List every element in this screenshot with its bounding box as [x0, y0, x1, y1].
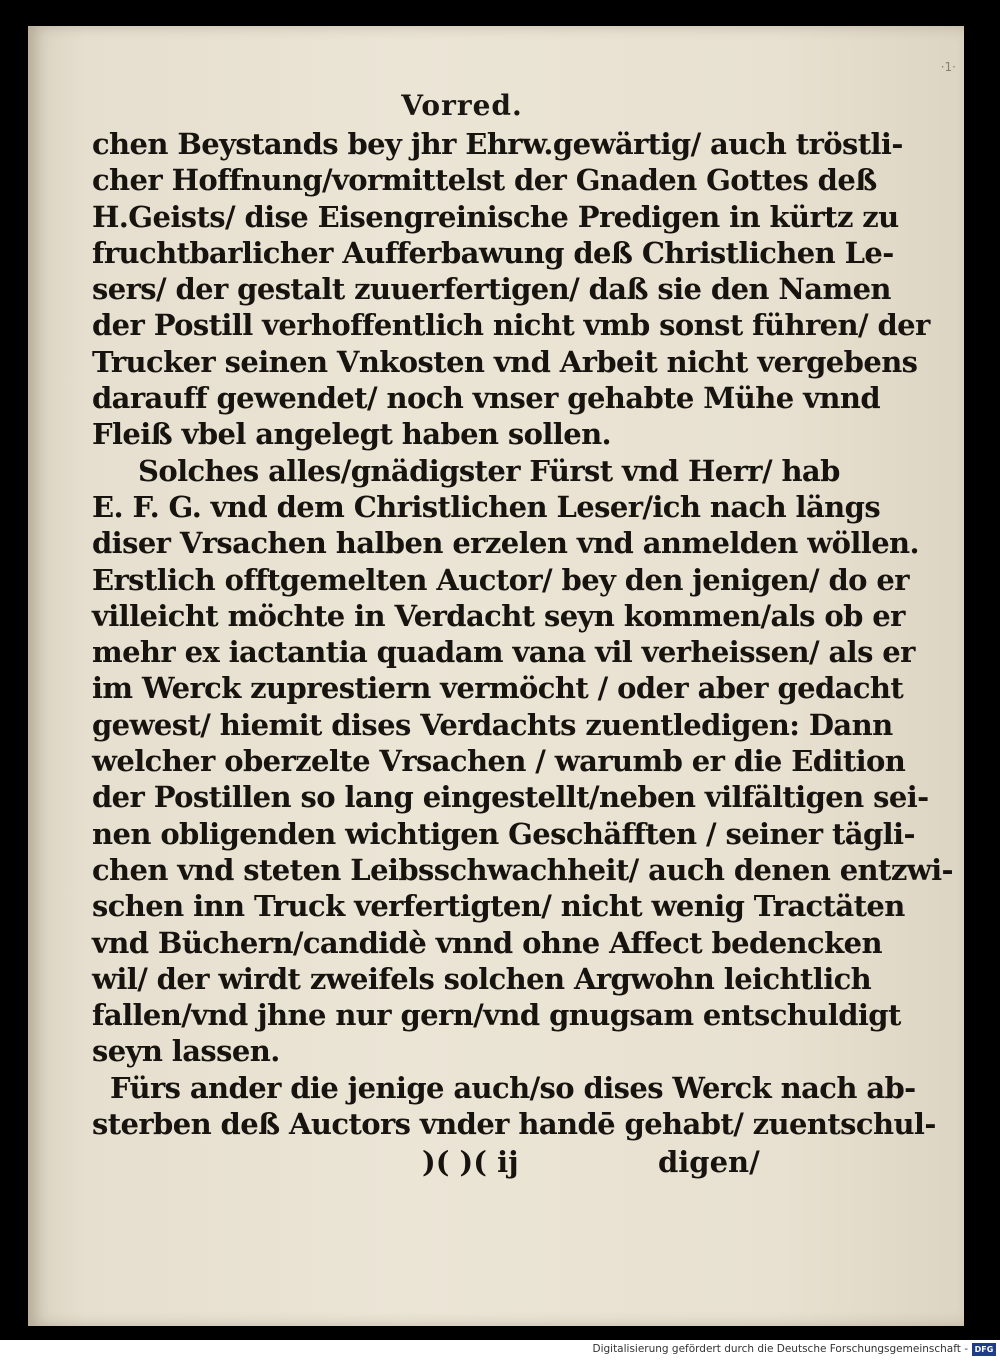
text-line: chen Beystands bey jhr Ehrw.gewärtig/ auch tröstli- [92, 127, 903, 161]
signature-mark: )( )( ij [422, 1145, 519, 1180]
text-line: H.Geists/ dise Eisengreinische Predigen in kürtz zu [92, 199, 899, 234]
corner-mark: ·1· [940, 60, 956, 74]
text-line: gewest/ hiemit dises Verdachts zuentledigen: Dann [92, 707, 893, 742]
text-line: Fleiß vbel angelegt haben sollen. [92, 417, 612, 452]
text-line: der Postillen so lang eingestellt/neben vilfältigen sei- [92, 780, 929, 815]
book-page [28, 26, 964, 1326]
running-head: Vorred. [401, 89, 523, 122]
text-line: wil/ der wirdt zweifels solchen Argwohn leichtlich [92, 961, 872, 996]
text-line: seyn lassen. [92, 1034, 280, 1069]
dfg-logo-icon: DFG [972, 1343, 996, 1356]
text-line: welcher oberzelte Vrsachen / warumb er die Edition [92, 744, 906, 779]
text-line: mehr ex iactantia quadam vana vil verheissen/ als er [92, 635, 915, 670]
signature-catchword-line [92, 1142, 772, 1182]
funding-notice: Digitalisierung gefördert durch die Deutsche Forschungsgemeinschaft - [592, 1343, 968, 1355]
catchword: digen/ [658, 1145, 760, 1180]
text-line: fruchtbarlicher Aufferbawung deß Christlichen Le- [92, 235, 894, 270]
text-line: sterben deß Auctors vnder handē gehabt/ zuentschul- [92, 1107, 936, 1142]
text-line: schen inn Truck verfertigten/ nicht wenig Tractäten [92, 889, 905, 924]
text-line: vnd Büchern/candidè vnnd ohne Affect bedencken [92, 925, 882, 960]
text-line: im Werck zuprestiern vermöcht / oder aber gedacht [92, 671, 904, 706]
text-line: cher Hoffnung/vormittelst der Gnaden Gottes deß [92, 163, 877, 198]
text-line: der Postill verhoffentlich nicht vmb sonst führen/ der [92, 308, 930, 343]
text-line: sers/ der gestalt zuuerfertigen/ daß sie den Namen [92, 272, 891, 307]
text-line: nen obligenden wichtigen Geschäfften / seiner tägli- [92, 816, 915, 851]
text-line: chen vnd steten Leibsschwachheit/ auch denen entzwi- [92, 852, 953, 887]
text-line: darauff gewendet/ noch vnser gehabte Mühe vnnd [92, 381, 880, 416]
text-line: E. F. G. vnd dem Christlichen Leser/ich nach längs [92, 489, 881, 524]
page-text-block [92, 86, 953, 1182]
paragraph-start-line: Solches alles/gnädigster Fürst vnd Herr/ hab [138, 453, 840, 488]
paragraph-start-line: Fürs ander die jenige auch/so dises Werck nach ab- [110, 1070, 916, 1105]
text-line: diser Vrsachen halben erzelen vnd anmelden wöllen. [92, 526, 920, 561]
text-line: Erstlich offtgemelten Auctor/ bey den jenigen/ do er [92, 562, 909, 597]
text-line: Trucker seinen Vnkosten vnd Arbeit nicht vergebens [92, 344, 918, 379]
footer-bar [0, 1340, 1000, 1361]
text-line: villeicht möchte in Verdacht seyn kommen/als ob er [92, 598, 905, 633]
text-line: fallen/vnd jhne nur gern/vnd gnugsam entschuldigt [92, 998, 901, 1033]
